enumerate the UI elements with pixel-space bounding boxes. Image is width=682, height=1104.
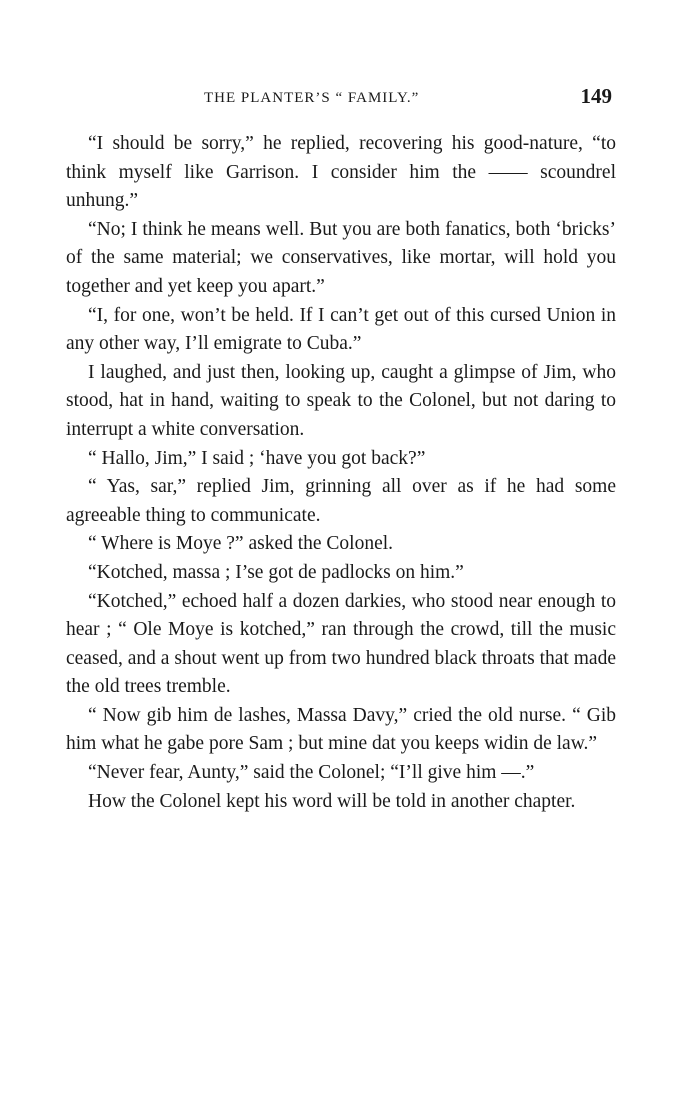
paragraph: “ Yas, sar,” replied Jim, grinning all over as if he had some agreeable thing to communicate.	[66, 476, 616, 526]
paragraph: “Kotched, massa ; I’se got de padlocks on him.”	[88, 561, 464, 583]
paragraph: “Never fear, Aunty,” said the Colonel; “I’ll give him —.”	[88, 762, 535, 784]
running-title: THE PLANTER’S “ FAMILY.”	[204, 90, 420, 106]
body-text	[66, 130, 616, 816]
paragraph: “No; I think he means well. But you are both fanatics, both ‘bricks’ of the same material; we conservatives, like mortar, will hold you together and yet keep you apart.”	[66, 218, 616, 297]
paragraph: “ Now gib him de lashes, Massa Davy,” cried the old nurse. “ Gib him what he gabe pore Sam ; but mine dat you keeps widin de law.”	[66, 704, 616, 755]
paragraph: “ Hallo, Jim,” I said ; ‘have you got back?”	[88, 447, 426, 469]
paragraph: “Kotched,” echoed half a dozen darkies, who stood near enough to hear ; “ Ole Moye is kotched,” ran through the crowd, till the music ceased, and a shout went up from two hundred black throats that made the old trees tremble.	[66, 590, 616, 698]
page-number: 149	[580, 84, 612, 108]
paragraph: “ Where is Moye ?” asked the Colonel.	[88, 533, 394, 555]
paragraph: I laughed, and just then, looking up, caught a glimpse of Jim, who stood, hat in hand, waiting to speak to the Colonel, but not daring to interrupt a white conversation.	[66, 361, 616, 440]
paragraph: “I should be sorry,” he replied, recovering his good-nature, “to think myself like Garrison. I consider him the —— scoundrel unhung.”	[66, 133, 616, 212]
paragraph: “I, for one, won’t be held. If I can’t get out of this cursed Union in any other way, I’ll emigrate to Cuba.”	[66, 304, 616, 355]
page-header	[66, 84, 616, 114]
paragraph: How the Colonel kept his word will be told in another chapter.	[88, 790, 576, 812]
